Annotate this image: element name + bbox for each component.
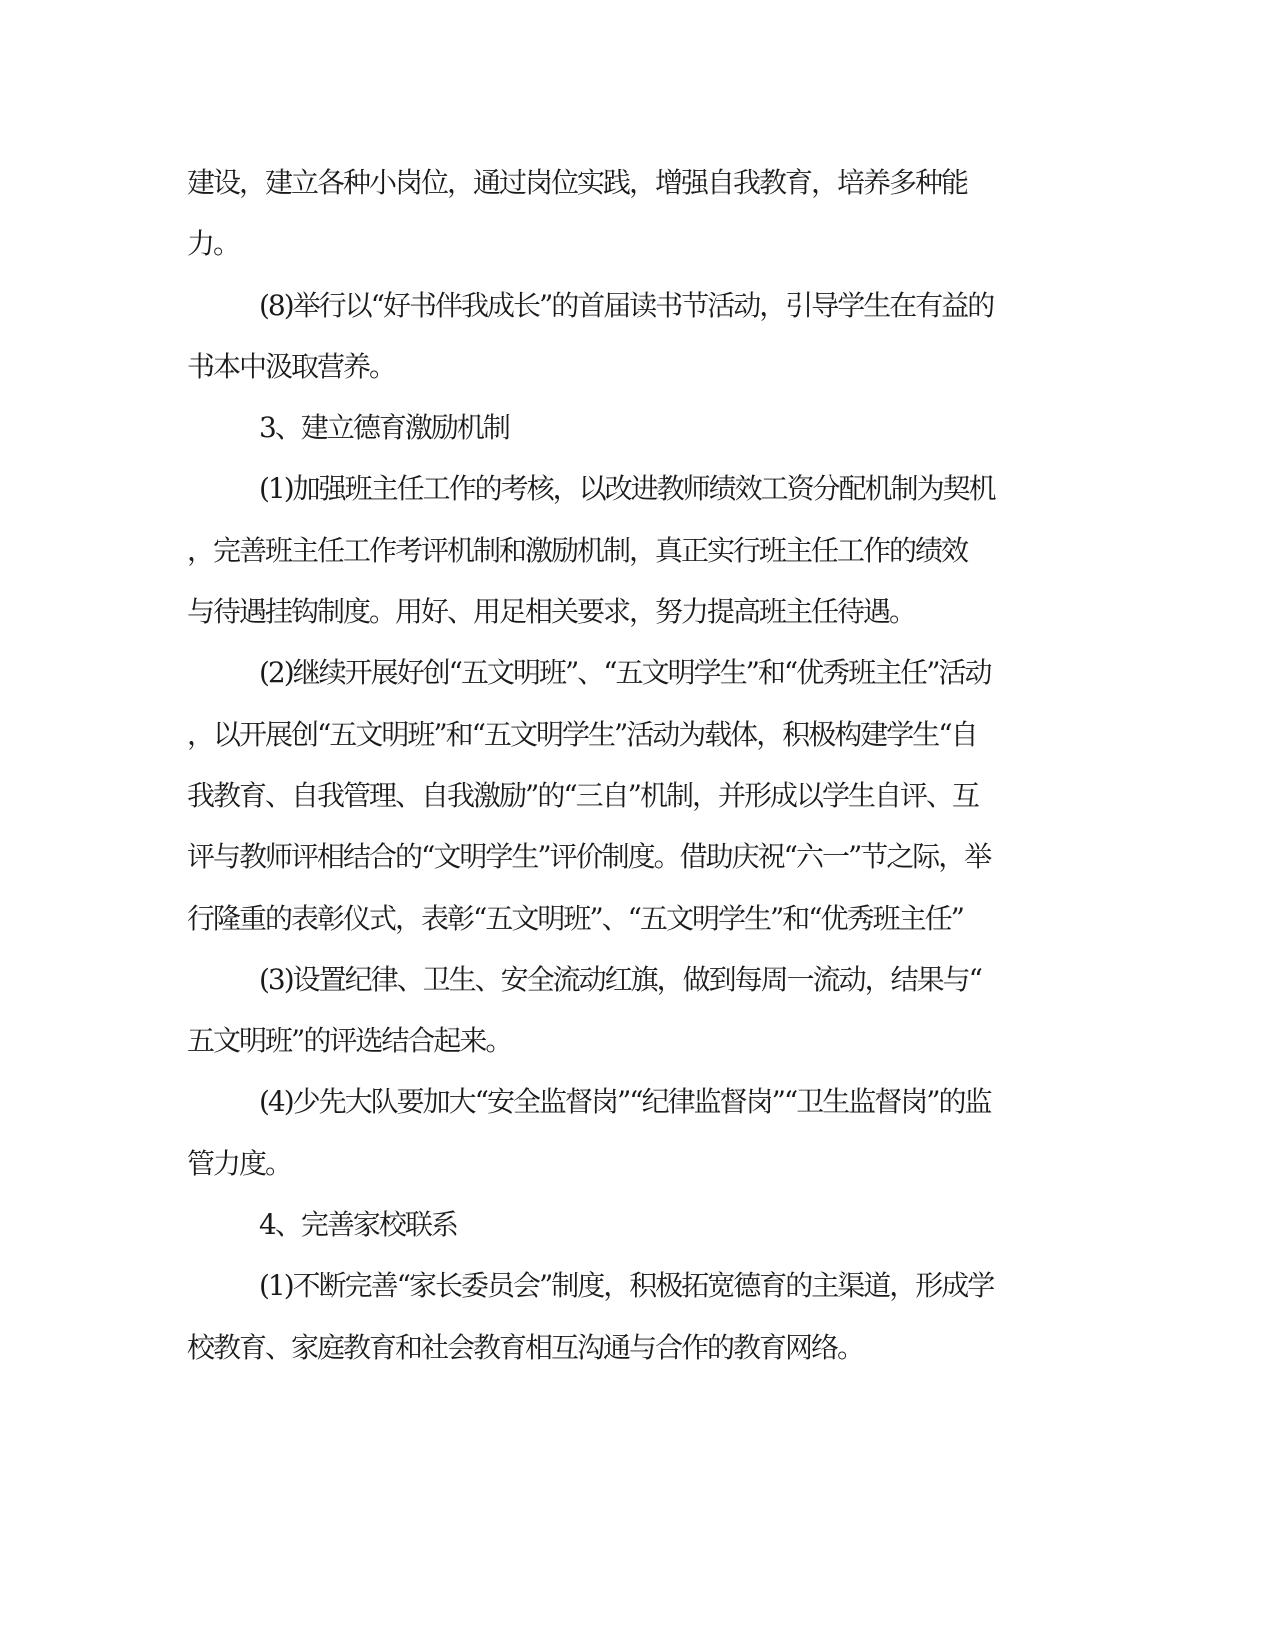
text-line: 书本中汲取营养。 [187, 349, 396, 383]
text-line: (1)加强班主任工作的考核，以改进教师绩效工资分配机制为契机 [259, 472, 995, 506]
text-line: 管力度。 [187, 1146, 292, 1180]
text-line: (1)不断完善“家长委员会”制度，积极拓宽德育的主渠道，形成学 [259, 1269, 994, 1303]
text-line: 评与教师评相结合的“文明学生”评价制度。借助庆祝“六一”节之际，举 [187, 840, 991, 874]
text-line: ，以开展创“五文明班”和“五文明学生”活动为载体，积极构建学生“自 [187, 717, 977, 751]
text-line: 五文明班”的评选结合起来。 [187, 1024, 512, 1058]
text-line: 我教育、自我管理、自我激励”的“三自”机制，并形成以学生自评、互 [187, 778, 978, 812]
text-line: 校教育、家庭教育和社会教育相互沟通与合作的教育网络。 [187, 1330, 864, 1364]
text-line: (2)继续开展好创“五文明班”、“五文明学生”和“优秀班主任”活动 [259, 656, 991, 690]
body-text [187, 152, 1087, 1378]
text-line: 建设，建立各种小岗位，通过岗位实践，增强自我教育，培养多种能 [187, 166, 968, 199]
text-line: 力。 [187, 227, 240, 261]
text-line: ，完善班主任工作考评机制和激励机制，真正实行班主任工作的绩效 [187, 533, 968, 567]
text-line: 4、完善家校联系 [259, 1208, 457, 1242]
text-line: (8)举行以“好书伴我成长”的首届读书节活动，引导学生在有益的 [259, 288, 994, 322]
text-line: (4)少先大队要加大“安全监督岗”“纪律监督岗”“卫生监督岗”的监 [259, 1085, 991, 1119]
text-line: 3、建立德育激励机制 [259, 411, 509, 445]
text-line: 行隆重的表彰仪式，表彰“五文明班”、“五文明学生”和“优秀班主任” [187, 901, 963, 935]
text-line: (3)设置纪律、卫生、安全流动红旗，做到每周一流动，结果与“ [259, 962, 981, 996]
text-line: 与待遇挂钩制度。用好、用足相关要求，努力提高班主任待遇。 [187, 595, 916, 629]
